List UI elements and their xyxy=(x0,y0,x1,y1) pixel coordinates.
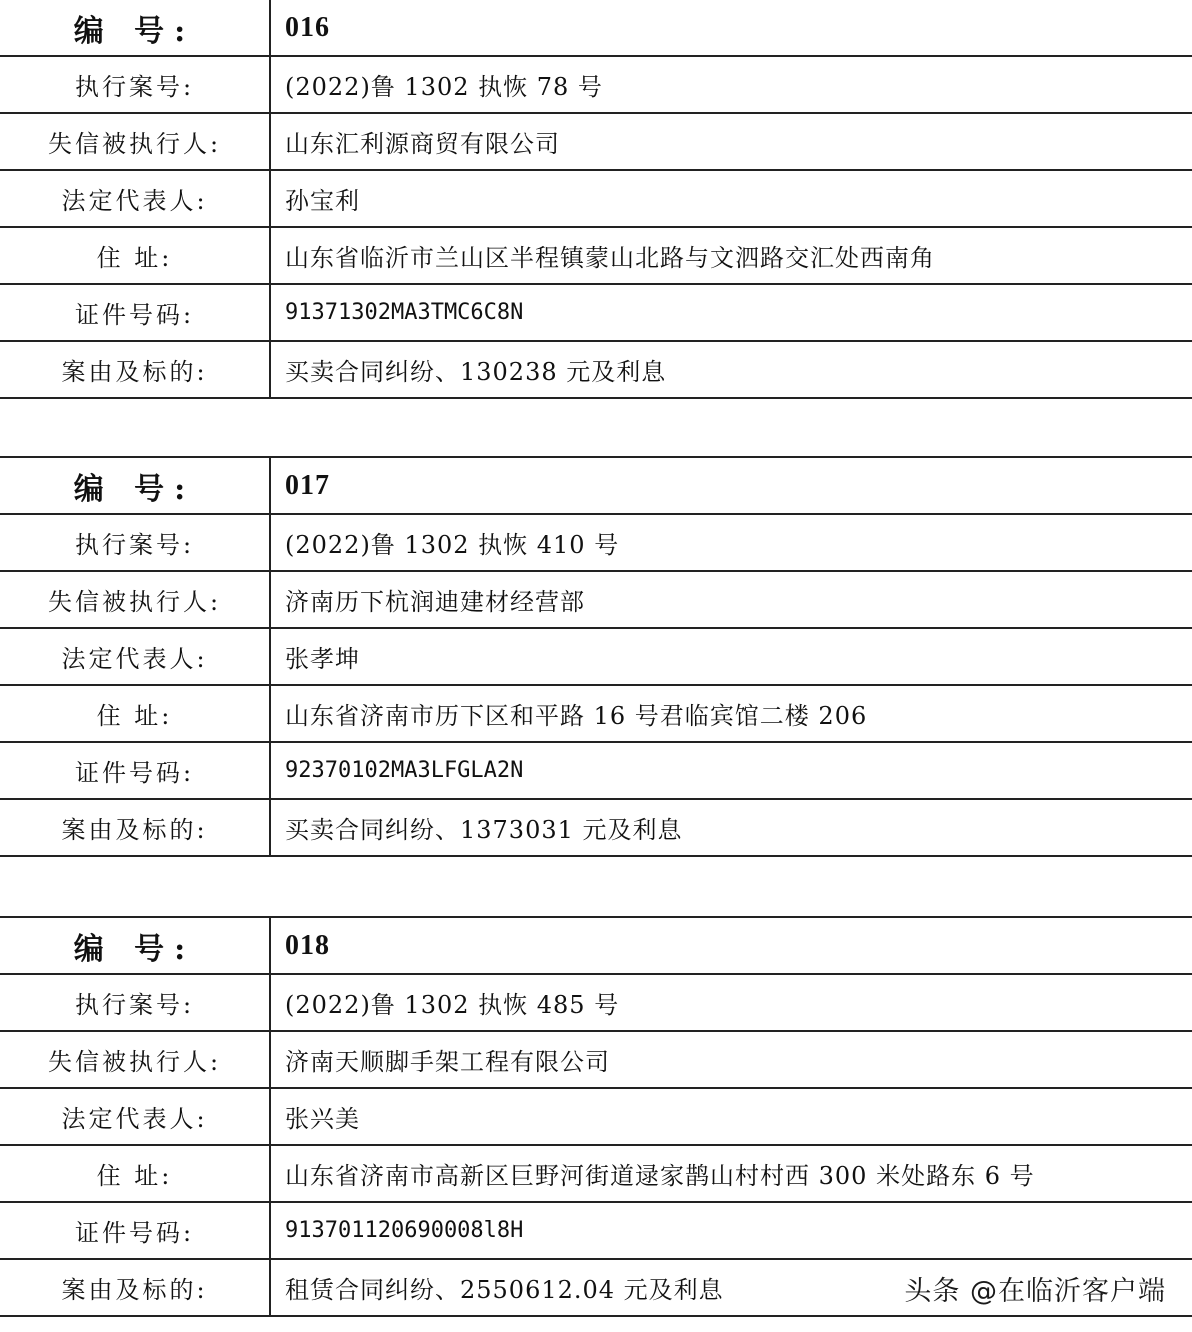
record-table-018 xyxy=(0,916,1192,1317)
legal-rep-row xyxy=(0,1088,1192,1145)
record-number-row xyxy=(0,0,1192,56)
id-no-row xyxy=(0,1202,1192,1259)
case-no-row xyxy=(0,974,1192,1031)
record-table-016 xyxy=(0,0,1192,399)
legal-rep-value: 张兴美 xyxy=(270,1088,1192,1145)
id-no-label: 证件号码: xyxy=(0,284,270,341)
id-no-value: 92370102MA3LFGLA2N xyxy=(270,742,1192,799)
legal-rep-value: 孙宝利 xyxy=(270,170,1192,227)
record-number: 017 xyxy=(270,457,1192,514)
debtor-row xyxy=(0,113,1192,170)
address-label: 住 址: xyxy=(0,685,270,742)
id-no-value: 91371302MA3TMC6C8N xyxy=(270,284,1192,341)
id-no-row xyxy=(0,284,1192,341)
debtor-label: 失信被执行人: xyxy=(0,571,270,628)
number-label: 编 号: xyxy=(0,457,270,514)
cause-row xyxy=(0,341,1192,398)
address-label: 住 址: xyxy=(0,1145,270,1202)
address-row xyxy=(0,1145,1192,1202)
legal-rep-value: 张孝坤 xyxy=(270,628,1192,685)
legal-rep-row xyxy=(0,170,1192,227)
case-no-label: 执行案号: xyxy=(0,514,270,571)
cause-row xyxy=(0,799,1192,856)
address-value: 山东省济南市高新区巨野河街道逯家鹊山村村西 300 米处路东 6 号 xyxy=(270,1145,1192,1202)
cause-label: 案由及标的: xyxy=(0,1259,270,1316)
id-no-label: 证件号码: xyxy=(0,1202,270,1259)
record-number-row xyxy=(0,457,1192,514)
id-no-value: 913701120690008l8H xyxy=(270,1202,1192,1259)
legal-rep-label: 法定代表人: xyxy=(0,628,270,685)
cause-label: 案由及标的: xyxy=(0,341,270,398)
number-label: 编 号: xyxy=(0,917,270,974)
cause-value: 买卖合同纠纷、130238 元及利息 xyxy=(270,341,1192,398)
legal-rep-row xyxy=(0,628,1192,685)
case-no-label: 执行案号: xyxy=(0,974,270,1031)
debtor-row xyxy=(0,1031,1192,1088)
case-no-row xyxy=(0,514,1192,571)
id-no-label: 证件号码: xyxy=(0,742,270,799)
record-number: 016 xyxy=(270,0,1192,56)
record-table-017 xyxy=(0,456,1192,857)
cause-value: 买卖合同纠纷、1373031 元及利息 xyxy=(270,799,1192,856)
case-no-value: (2022)鲁 1302 执恢 485 号 xyxy=(270,974,1192,1031)
id-no-row xyxy=(0,742,1192,799)
debtor-label: 失信被执行人: xyxy=(0,1031,270,1088)
debtor-row xyxy=(0,571,1192,628)
case-no-value: (2022)鲁 1302 执恢 410 号 xyxy=(270,514,1192,571)
debtor-label: 失信被执行人: xyxy=(0,113,270,170)
record-number-row xyxy=(0,917,1192,974)
record-number: 018 xyxy=(270,917,1192,974)
address-label: 住 址: xyxy=(0,227,270,284)
number-label: 编 号: xyxy=(0,0,270,56)
debtor-value: 山东汇利源商贸有限公司 xyxy=(270,113,1192,170)
address-value: 山东省临沂市兰山区半程镇蒙山北路与文泗路交汇处西南角 xyxy=(270,227,1192,284)
watermark-text: 头条 @在临沂客户端 xyxy=(904,1276,1166,1307)
case-no-row xyxy=(0,56,1192,113)
case-no-label: 执行案号: xyxy=(0,56,270,113)
debtor-value: 济南历下杭润迪建材经营部 xyxy=(270,571,1192,628)
legal-rep-label: 法定代表人: xyxy=(0,1088,270,1145)
address-row xyxy=(0,227,1192,284)
debtor-value: 济南天顺脚手架工程有限公司 xyxy=(270,1031,1192,1088)
cause-label: 案由及标的: xyxy=(0,799,270,856)
address-row xyxy=(0,685,1192,742)
legal-rep-label: 法定代表人: xyxy=(0,170,270,227)
address-value: 山东省济南市历下区和平路 16 号君临宾馆二楼 206 xyxy=(270,685,1192,742)
case-no-value: (2022)鲁 1302 执恢 78 号 xyxy=(270,56,1192,113)
cause-value: 租赁合同纠纷、2550612.04 元及利息 xyxy=(270,1259,1192,1316)
